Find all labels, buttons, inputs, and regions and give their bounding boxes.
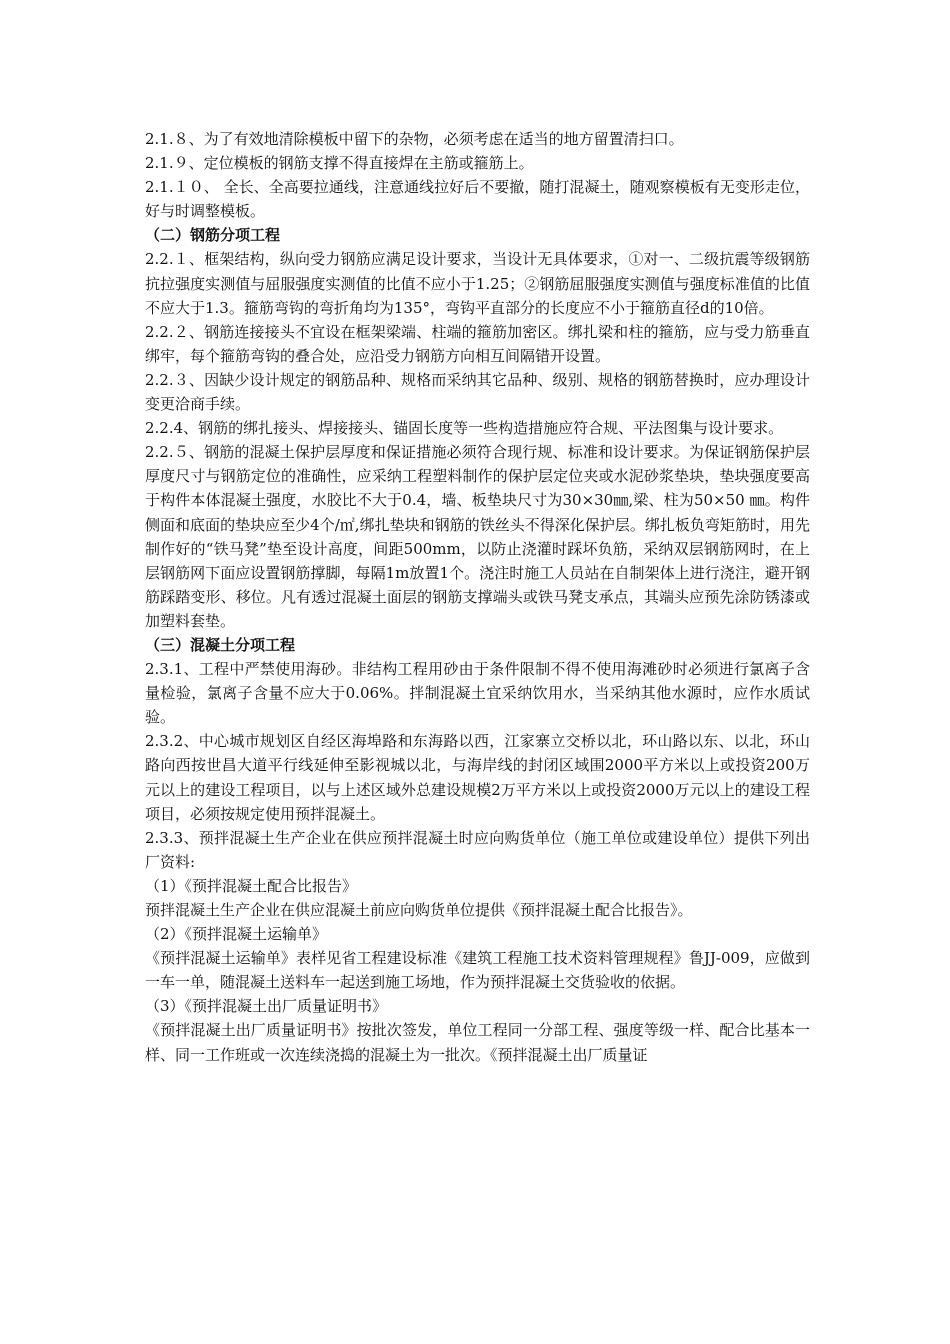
paragraph-2-3-2: 2.3.2、中心城市规划区自经区海埠路和东海路以西，江家寨立交桥以北，环山路以东、以北，环山路向西按世昌大道平行线延伸至影视城以北，与海岸线的封闭区域围2000平方米以上或投资200万元以上的建设工程项目，以与上述区域外总建设规模2万平方米以上或投资2000万元以上的建设工程项目，必须按规定使用预拌混凝土。 [145, 732, 810, 823]
subitem-1-body: 预拌混凝土生产企业在供应混凝土前应向购货单位提供《预拌混凝土配合比报告》。 [145, 901, 693, 919]
paragraph-2-2-4: 2.2.4、钢筋的绑扎接头、焊接接头、锚固长度等一些构造措施应符合规、平法图集与设计要求。 [145, 419, 784, 438]
section-heading-rebar: （二）钢筋分项工程 [145, 226, 281, 245]
paragraph-2-2-5: 2.2.５、钢筋的混凝土保护层厚度和保证措施必须符合现行规、标准和设计要求。为保证钢筋保护层厚度尺寸与钢筋定位的准确性，应采纳工程塑料制作的保护层定位夹或水泥砂浆垫块，垫块强度要高于构件本体混凝土强度，水胶比不大于0.4，墙、板垫块尺寸为30×30㎜,梁、柱为50×50 ㎜。构件侧面和底面的垫块应至少4个/㎡,绑扎垫块和钢筋的铁丝头不得深化保护层。绑扎板负弯矩筋时，用先制作好的“铁马凳”垫至设计高度，间距500mm，以防止浇灌时踩坏负筋，采纳双层钢筋网时，在上层钢筋网下面应设置钢筋撑脚，每隔1m放置1个。浇注时施工人员站在自制架体上进行浇注，避开钢筋踩踏变形、移位。凡有透过混凝土面层的钢筋支撑端头或铁马凳支承点，其端头应预先涂防锈漆或加塑料套垫。 [145, 443, 810, 630]
paragraph-2-3-1: 2.3.1、工程中严禁使用海砂。非结构工程用砂由于条件限制不得不使用海滩砂时必须进行氯离子含量检验，氯离子含量不应大于0.06%。拌制混凝土宜采纳饮用水，当采纳其他水源时，应作水质试验。 [145, 660, 810, 727]
section-heading-concrete: （三）混凝土分项工程 [145, 635, 296, 654]
paragraph-2-1-9: 2.1.９、定位模板的钢筋支撑不得直接焊在主筋或箍筋上。 [145, 154, 534, 173]
subitem-2-body: 《预拌混凝土运输单》表样见省工程建设标准《建筑工程施工技术资料管理规程》鲁JJ-009，应做到一车一单，随混凝土送料车一起送到施工场地，作为预拌混凝土交货验收的依据。 [145, 949, 810, 992]
subitem-2-title: （2）《预拌混凝土运输单》 [145, 925, 328, 944]
document-body [145, 127, 810, 1067]
paragraph-2-1-8: 2.1.８、为了有效地清除模板中留下的杂物，必须考虑在适当的地方留置清扫口。 [145, 130, 684, 148]
subitem-1-title: （1）《预拌混凝土配合比报告》 [145, 876, 358, 895]
paragraph-2-2-1: 2.2.１、框架结构，纵向受力钢筋应满足设计要求，当设计无具体要求，①对一、二级抗震等级钢筋抗拉强度实测值与屈服强度实测值的比值不应小于1.25；②钢筋屈服强度实测值与强度标准值的比值不应大于1.3。箍筋弯钩的弯折角均为135°，弯钩平直部分的长度应不小于箍筋直径d的10倍。 [145, 250, 810, 317]
subitem-3-title: （3）《预拌混凝土出厂质量证明书》 [145, 997, 388, 1016]
paragraph-2-1-10: 2.1.１０、 全长、全高要拉通线，注意通线拉好后不要撤，随打混凝土，随观察模板有无变形走位，好与时调整模板。 [145, 178, 810, 221]
subitem-3-body: 《预拌混凝土出厂质量证明书》按批次签发，单位工程同一分部工程、强度等级一样、配合比基本一样、同一工作班或一次连续浇捣的混凝土为一批次。《预拌混凝土出厂质量证 [145, 1021, 810, 1064]
paragraph-2-2-3: 2.2.３、因缺少设计规定的钢筋品种、规格而采纳其它品种、级别、规格的钢筋替换时，应办理设计变更洽商手续。 [145, 370, 810, 414]
paragraph-2-2-2: 2.2.２、钢筋连接接头不宜设在框架梁端、柱端的箍筋加密区。绑扎梁和柱的箍筋，应与受力筋垂直绑牢，每个箍筋弯钩的叠合处，应沿受力钢筋方向相互间隔错开设置。 [145, 322, 810, 365]
paragraph-2-3-3: 2.3.3、预拌混凝土生产企业在供应预拌混凝土时应向购货单位（施工单位或建设单位）提供下列出厂资料: [145, 828, 810, 871]
